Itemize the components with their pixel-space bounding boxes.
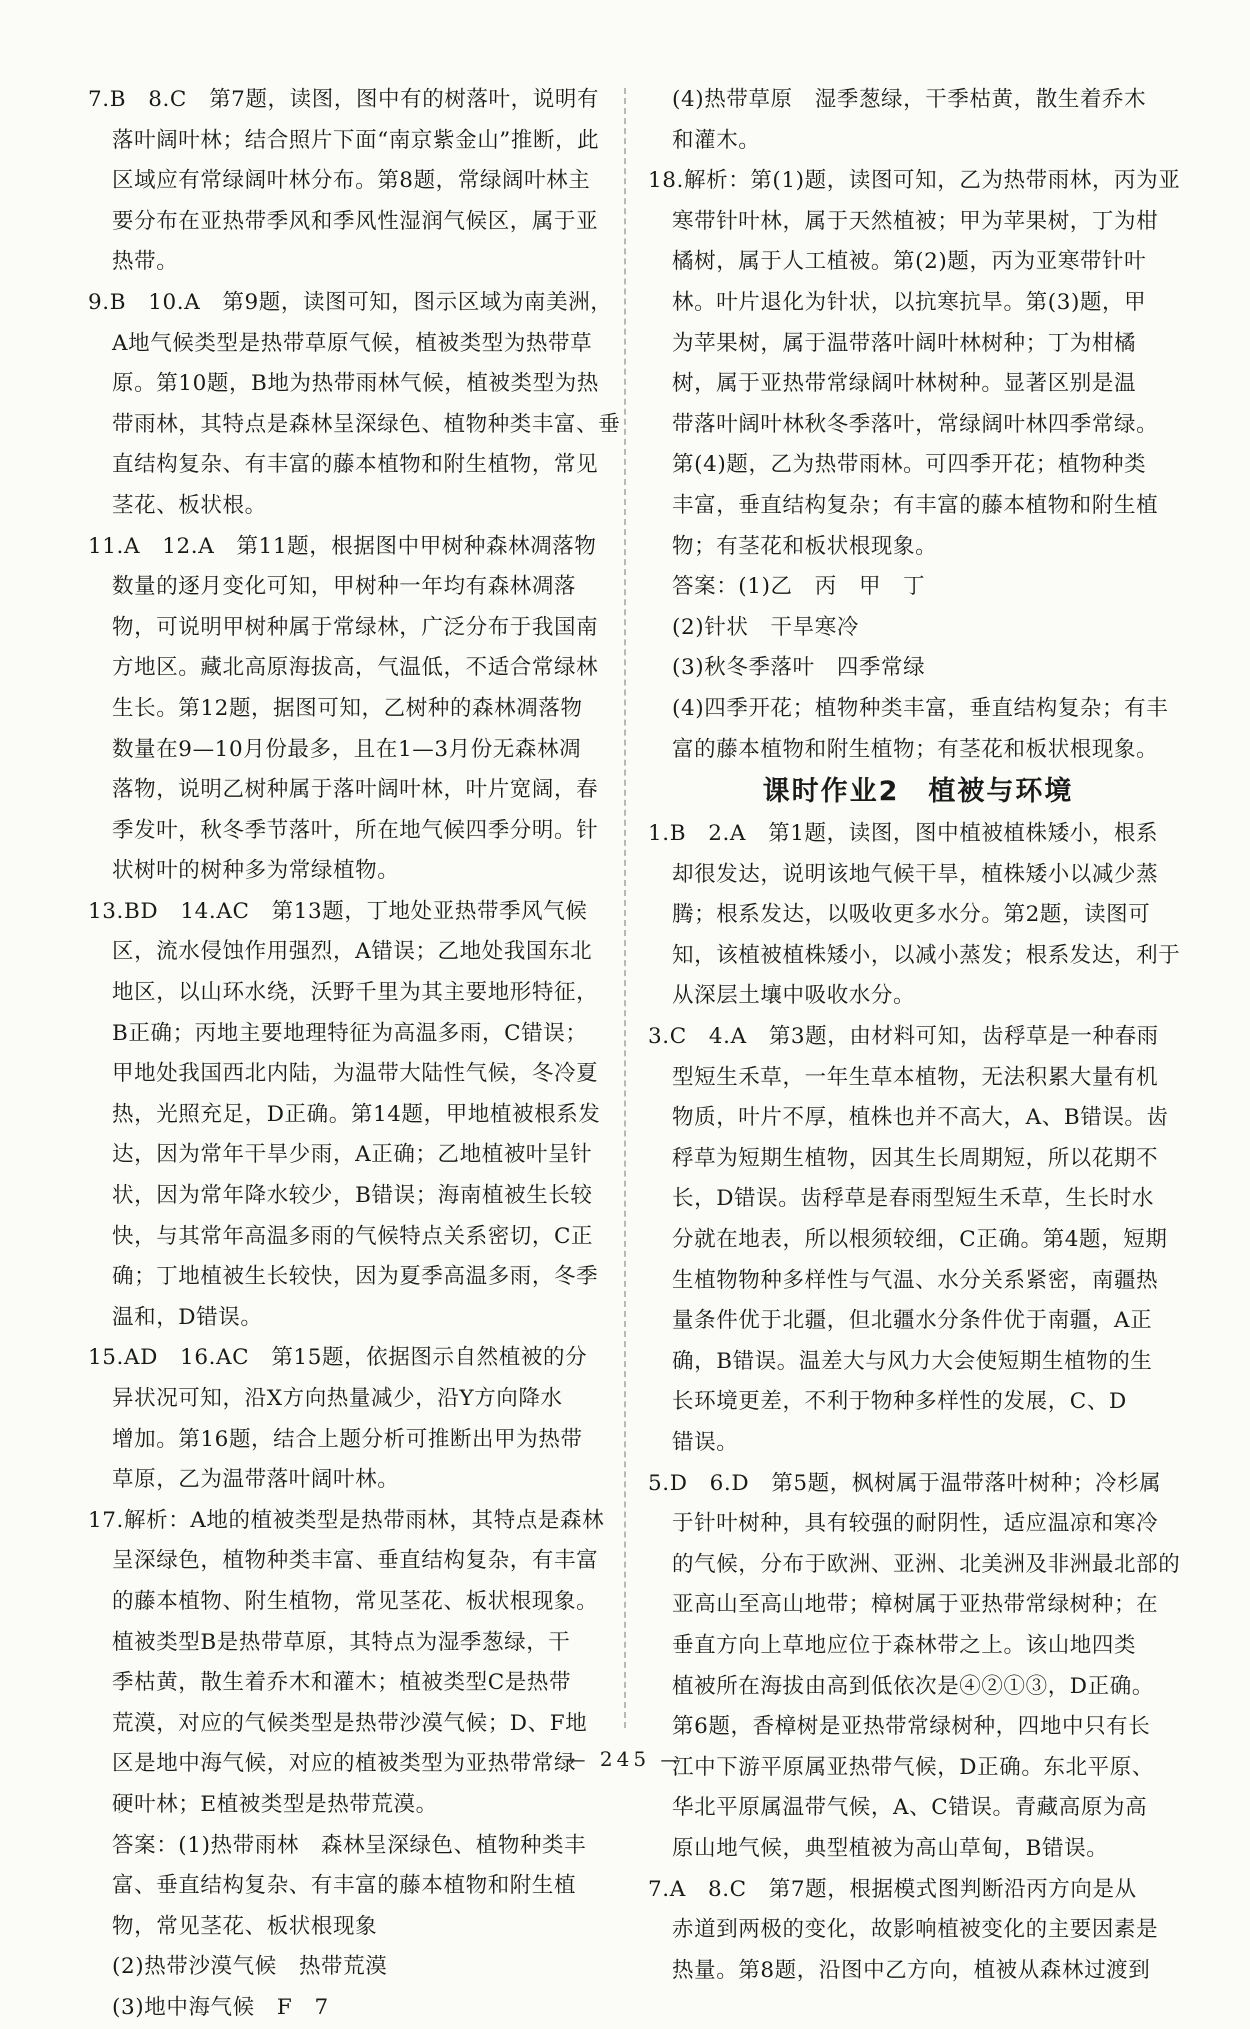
text-line: 为苹果树，属于温带落叶阔叶林树种；丁为柑橘 xyxy=(672,330,1137,356)
text-line: 江中下游平原属亚热带气候，D正确。东北平原、 xyxy=(672,1754,1154,1780)
text-line: (3)秋冬季落叶 四季常绿 xyxy=(672,655,926,681)
right-column xyxy=(648,80,1188,1991)
text-line: 富、垂直结构复杂、有丰富的藤本植物和附生植 xyxy=(112,1873,577,1899)
column-divider xyxy=(624,88,626,1728)
text-line: 橘树，属于人工植被。第(2)题，丙为亚寒带针叶 xyxy=(672,249,1147,275)
text-line: 丰富，垂直结构复杂；有丰富的藤本植物和附生植 xyxy=(672,492,1159,518)
text-line: 呈深绿色，植物种类丰富、垂直结构复杂，有丰富 xyxy=(112,1548,599,1574)
text-line: 季枯黄，散生着乔木和灌木；植被类型C是热带 xyxy=(112,1670,572,1696)
text-line: 于针叶树种，具有较强的耐阴性，适应温凉和寒冷 xyxy=(672,1511,1159,1537)
text-line: 落物，说明乙树种属于落叶阔叶林，叶片宽阔，春 xyxy=(112,777,599,803)
text-line: 状，因为常年降水较少，B错误；海南植被生长较 xyxy=(112,1183,593,1209)
text-line: B正确；丙地主要地理特征为高温多雨，C错误； xyxy=(112,1020,588,1046)
text-line: 物；有茎花和板状根现象。 xyxy=(672,533,938,559)
text-line: 林。叶片退化为针状，以抗寒抗旱。第(3)题，甲 xyxy=(672,289,1147,315)
text-line: 分就在地表，所以根须较细，C正确。第4题，短期 xyxy=(672,1227,1168,1253)
text-line: 达，因为常年干旱少雨，A正确；乙地植被叶呈针 xyxy=(112,1142,593,1168)
text-line: 却很发达，说明该地气候干旱，植株矮小以减少蒸 xyxy=(672,861,1159,887)
text-line: (4)四季开花；植物种类丰富，垂直结构复杂；有丰 xyxy=(672,695,1169,721)
text-line: 长环境更差，不利于物种多样性的发展，C、D xyxy=(672,1389,1127,1415)
page-number: — 245 — xyxy=(565,1747,685,1771)
text-line: 的气候，分布于欧洲、亚洲、北美洲及非洲最北部的 xyxy=(672,1551,1181,1577)
text-line: 原山地气候，典型植被为高山草甸，B错误。 xyxy=(672,1835,1109,1861)
text-line: 生长。第12题，据图可知，乙树种的森林凋落物 xyxy=(112,695,583,721)
text-line: 11.A 12.A 第11题，根据图中甲树种森林凋落物 xyxy=(88,533,597,559)
text-line: 树，属于亚热带常绿阔叶林树种。显著区别是温 xyxy=(672,371,1137,397)
text-line: 要分布在亚热带季风和季风性湿润气候区，属于亚 xyxy=(112,208,599,234)
text-line: 数量的逐月变化可知，甲树种一年均有森林凋落 xyxy=(112,574,577,600)
text-line: 亚高山至高山地带；樟树属于亚热带常绿树种；在 xyxy=(672,1592,1159,1618)
text-line: 带落叶阔叶林秋冬季落叶，常绿阔叶林四季常绿。 xyxy=(672,411,1159,437)
text-line: 量条件优于北疆，但北疆水分条件优于南疆，A正 xyxy=(672,1308,1153,1334)
text-line: 状树叶的树种多为常绿植物。 xyxy=(112,858,400,884)
text-line: 增加。第16题，结合上题分析可推断出甲为热带 xyxy=(112,1426,583,1452)
text-line: 直结构复杂、有丰富的藤本植物和附生植物，常见 xyxy=(112,452,599,478)
left-column xyxy=(88,80,628,2029)
text-line: 草原，乙为温带落叶阔叶林。 xyxy=(112,1467,400,1493)
text-line: 原。第10题，B地为热带雨林气候，植被类型为热 xyxy=(112,371,599,397)
text-line: 方地区。藏北高原海拔高，气温低，不适合常绿林 xyxy=(112,655,599,681)
text-line: 落叶阔叶林；结合照片下面“南京紫金山”推断，此 xyxy=(112,127,600,153)
text-line: 热，光照充足，D正确。第14题，甲地植被根系发 xyxy=(112,1101,601,1127)
text-line: 1.B 2.A 第1题，读图，图中植被植株矮小，根系 xyxy=(648,821,1159,847)
text-line: 富的藤本植物和附生植物；有茎花和板状根现象。 xyxy=(672,736,1159,762)
text-line: 地区，以山环水绕，沃野千里为其主要地形特征， xyxy=(112,980,599,1006)
section-title: 课时作业2 植被与环境 xyxy=(762,776,1074,808)
text-line: (4)热带草原 湿季葱绿，干季枯黄，散生着乔木 xyxy=(672,87,1147,112)
text-line: 13.BD 14.AC 第13题，丁地处亚热带季风气候 xyxy=(88,898,588,924)
text-line: 15.AD 16.AC 第15题，依据图示自然植被的分 xyxy=(88,1345,588,1371)
right-column-top xyxy=(648,80,1188,770)
text-line: 茎花、板状根。 xyxy=(112,492,267,518)
text-line: 赤道到两极的变化，故影响植被变化的主要因素是 xyxy=(672,1917,1159,1943)
text-line: 硬叶林；E植被类型是热带荒漠。 xyxy=(112,1791,438,1817)
text-line: 温和，D错误。 xyxy=(112,1304,263,1330)
text-line: 确；丁地植被生长较快，因为夏季高温多雨，冬季 xyxy=(112,1264,599,1290)
text-line: 热量。第8题，沿图中乙方向，植被从森林过渡到 xyxy=(672,1957,1151,1983)
text-line: 17.解析：A地的植被类型是热带雨林，其特点是森林 xyxy=(88,1507,605,1533)
text-line: 型短生禾草，一年生草本植物，无法积累大量有机 xyxy=(672,1064,1159,1090)
text-line: 热带。 xyxy=(112,249,179,275)
text-line: 9.B 10.A 第9题，读图可知，图示区域为南美洲， xyxy=(88,289,613,315)
text-line: 知，该植被植株矮小，以减小蒸发；根系发达，利于 xyxy=(672,942,1181,968)
text-line: A地气候类型是热带草原气候，植被类型为热带草 xyxy=(112,330,593,356)
text-line: 华北平原属温带气候，A、C错误。青藏高原为高 xyxy=(672,1795,1148,1821)
text-line: 垂直方向上草地应位于森林带之上。该山地四类 xyxy=(672,1632,1137,1658)
text-line: 和灌木。 xyxy=(672,127,761,153)
text-line: 18.解析：第(1)题，读图可知，乙为热带雨林，丙为亚 xyxy=(648,168,1181,194)
text-line: 快，与其常年高温多雨的气候特点关系密切，C正 xyxy=(112,1223,594,1249)
text-line: 稃草为短期生植物，因其生长周期短，所以花期不 xyxy=(672,1145,1159,1171)
text-line: 5.D 6.D 第5题，枫树属于温带落叶树种；冷杉属 xyxy=(648,1470,1162,1496)
text-line: 3.C 4.A 第3题，由材料可知，齿稃草是一种春雨 xyxy=(648,1024,1159,1050)
text-line: 季发叶，秋冬季节落叶，所在地气候四季分明。针 xyxy=(112,817,599,843)
text-line: 荒漠，对应的气候类型是热带沙漠气候；D、F地 xyxy=(112,1710,588,1736)
text-line: (2)针状 干旱寒冷 xyxy=(672,614,859,640)
text-line: 7.B 8.C 第7题，读图，图中有的树落叶，说明有 xyxy=(88,87,600,112)
text-line: 物，常见茎花、板状根现象 xyxy=(112,1913,378,1939)
text-line: 植被所在海拔由高到低依次是④②①③，D正确。 xyxy=(672,1673,1154,1699)
text-line: 区是地中海气候，对应的植被类型为亚热带常绿 xyxy=(112,1751,577,1777)
right-column-bottom xyxy=(648,814,1188,1991)
text-line: 物，可说明甲树种属于常绿林，广泛分布于我国南 xyxy=(112,614,599,640)
text-line: 确，B错误。温差大与风力大会使短期生植物的生 xyxy=(672,1348,1153,1374)
text-line: 甲地处我国西北内陆，为温带大陆性气候，冬冷夏 xyxy=(112,1061,599,1087)
text-line: 生植物物种多样性与气温、水分关系紧密，南疆热 xyxy=(672,1267,1159,1293)
text-line: 答案：(1)热带雨林 森林呈深绿色、植物种类丰 xyxy=(112,1832,587,1858)
text-line: 7.A 8.C 第7题，根据模式图判断沿丙方向是从 xyxy=(648,1876,1137,1902)
text-line: 异状况可知，沿X方向热量减少，沿Y方向降水 xyxy=(112,1386,563,1411)
text-line: 答案：(1)乙 丙 甲 丁 xyxy=(672,574,926,600)
text-line: 寒带针叶林，属于天然植被；甲为苹果树，丁为柑 xyxy=(672,208,1159,234)
text-line: 物质，叶片不厚，植株也并不高大，A、B错误。齿 xyxy=(672,1105,1169,1131)
text-line: (3)地中海气候 F 7 xyxy=(112,1994,329,2020)
text-line: 植被类型B是热带草原，其特点为湿季葱绿，干 xyxy=(112,1629,571,1655)
text-line: 区域应有常绿阔叶林分布。第8题，常绿阔叶林主 xyxy=(112,168,591,194)
text-line: (2)热带沙漠气候 热带荒漠 xyxy=(112,1954,388,1980)
text-line: 腾；根系发达，以吸收更多水分。第2题，读图可 xyxy=(672,902,1151,928)
text-line: 长，D错误。齿稃草是春雨型短生禾草，生长时水 xyxy=(672,1186,1154,1212)
text-line: 第(4)题，乙为热带雨林。可四季开花；植物种类 xyxy=(672,452,1147,478)
text-line: 的藤本植物、附生植物，常见茎花、板状根现象。 xyxy=(112,1588,599,1614)
text-line: 带雨林，其特点是森林呈深绿色、植物种类丰富、垂 xyxy=(112,411,621,437)
text-line: 错误。 xyxy=(672,1430,739,1455)
text-line: 从深层土壤中吸收水分。 xyxy=(672,983,916,1009)
text-line: 数量在9—10月份最多，且在1—3月份无森林凋 xyxy=(112,736,582,762)
text-line: 区，流水侵蚀作用强烈，A错误；乙地处我国东北 xyxy=(112,939,593,965)
text-line: 第6题，香樟树是亚热带常绿树种，四地中只有长 xyxy=(672,1714,1151,1740)
